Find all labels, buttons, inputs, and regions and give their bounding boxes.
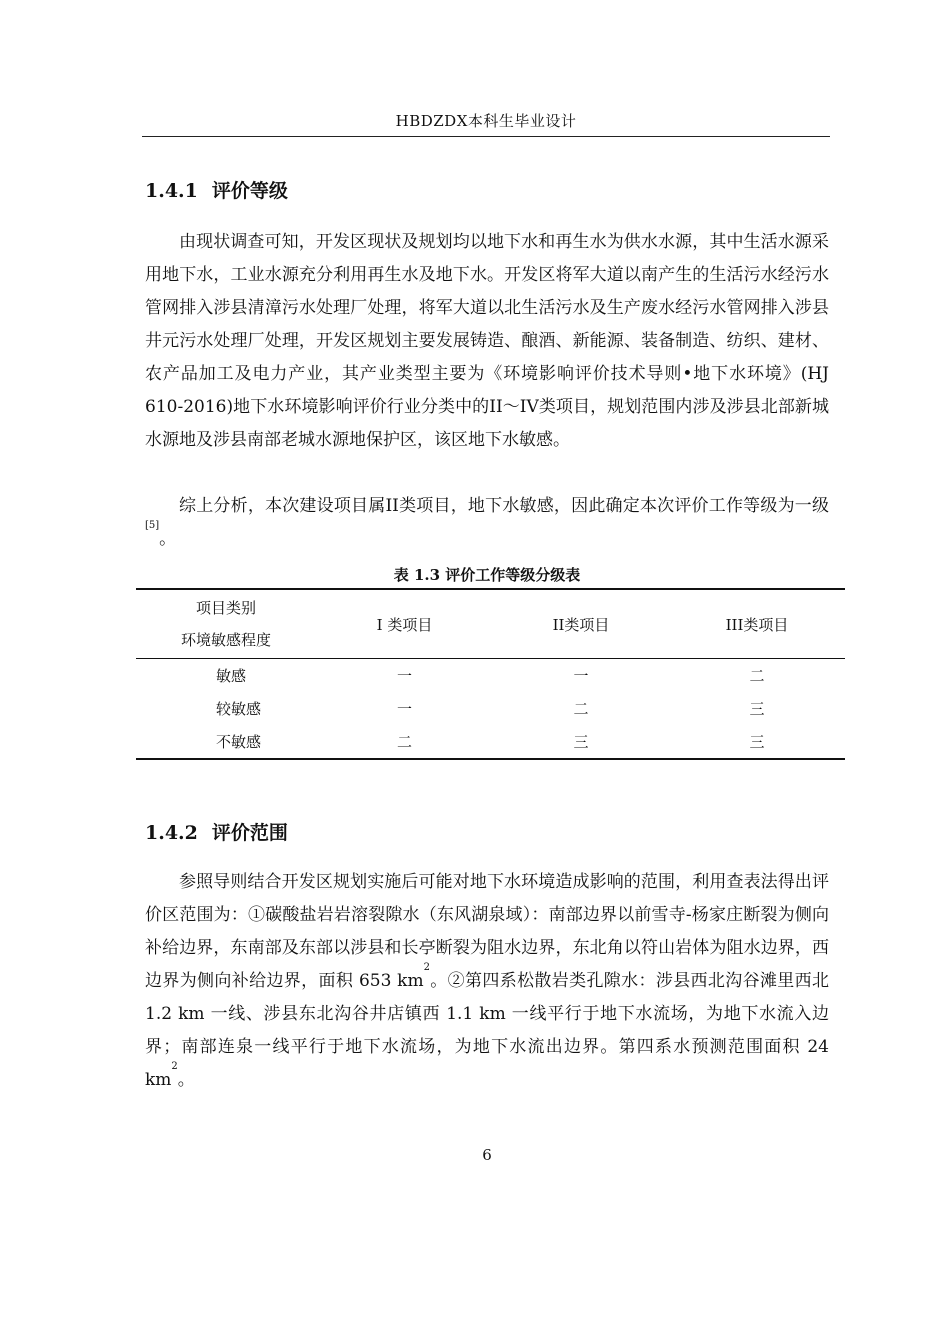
section-title: 评价范围	[211, 822, 288, 844]
table-cell: 三	[573, 733, 589, 751]
stub-header-top: 项目类别	[195, 599, 256, 617]
paragraph-conclusion	[145, 490, 829, 556]
table-header-row	[136, 589, 845, 659]
table-cell: 二	[396, 733, 412, 751]
table-row	[136, 725, 845, 759]
column-header: III类项目	[725, 615, 789, 634]
grade-table	[136, 588, 845, 760]
table-caption: 表 1.3 评价工作等级分级表	[393, 566, 581, 584]
column-header: I 类项目	[376, 615, 433, 634]
table-cell: 二	[749, 667, 765, 685]
table-cell: 一	[573, 667, 589, 685]
table-row	[136, 692, 845, 725]
stub-header-bottom: 环境敏感程度	[180, 631, 271, 649]
table-cell: 三	[749, 733, 765, 751]
row-label: 较敏感	[216, 700, 262, 718]
table-cell: 二	[573, 700, 589, 718]
page-header: HBDZDX本科生毕业设计	[395, 112, 577, 130]
section-title: 评价等级	[211, 180, 288, 202]
table-cell: 一	[396, 700, 412, 718]
table-cell: 三	[749, 700, 765, 718]
row-label: 敏感	[216, 667, 247, 685]
table-cell: 一	[396, 667, 412, 685]
section-heading-1-4-2	[145, 818, 288, 845]
paragraph-scope	[145, 866, 829, 1097]
section-number: 1.4.2	[145, 822, 198, 844]
citation-ref: [5]	[145, 520, 160, 531]
table-row	[136, 659, 845, 693]
row-label: 不敏感	[216, 733, 262, 751]
paragraph-status: 由现状调查可知，开发区现状及规划均以地下水和再生水为供水水源，其中生活水源采用地下水，工业水源充分利用再生水及地下水。开发区将军大道以南产生的生活污水经污水管网排入涉县清漳污水处理厂处理，将军大道以北生活污水及生产废水经污水管网排入涉县井元污水处理厂处理，开发区规划主要发展铸造、酿酒、新能源、装备制造、纺织、建材、农产品加工及电力产业，其产业类型主要为《环境影响评价技术导则•地下水环境》(HJ 610-2016)地下水环境影响评价行业分类中的II～IV类项目，规划范围内涉及涉县北部新城水源地及涉县南部老城水源地保护区，该区地下水敏感。	[145, 232, 829, 450]
column-header: II类项目	[552, 615, 610, 634]
header-divider	[142, 136, 830, 137]
scope-text-2: 。②第四系松散岩类孔隙水：涉县西北沟谷滩里西北 1.2 km 一线、涉县东北沟谷井店镇西 1.1 km 一线平行于地下水流场，为地下水流入边界；南部连泉一线平行于地下水流场，为地下水流出边界。第四系水预测范围面积 24 km	[145, 971, 829, 1090]
scope-text-1: 参照导则结合开发区规划实施后可能对地下水环境造成影响的范围，利用查表法得出评价区范围为：①碳酸盐岩岩溶裂隙水（东风湖泉域）：南部边界以前雪寺-杨家庄断裂为侧向补给边界，东南部及东部以涉县和长亭断裂为阻水边界，东北角以符山岩体为阻水边界，西边界为侧向补给边界，面积 653 km	[145, 872, 829, 991]
section-number: 1.4.1	[145, 180, 198, 202]
page-number: 6	[482, 1146, 492, 1164]
superscript: 2	[171, 1061, 178, 1072]
section-heading-1-4-1	[145, 176, 288, 203]
conclusion-end: 。	[159, 529, 177, 549]
scope-text-3: 。	[177, 1070, 195, 1090]
stub-header	[136, 589, 316, 659]
superscript: 2	[423, 962, 430, 973]
conclusion-text: 综上分析，本次建设项目属II类项目，地下水敏感，因此确定本次评价工作等级为一级	[179, 496, 829, 516]
